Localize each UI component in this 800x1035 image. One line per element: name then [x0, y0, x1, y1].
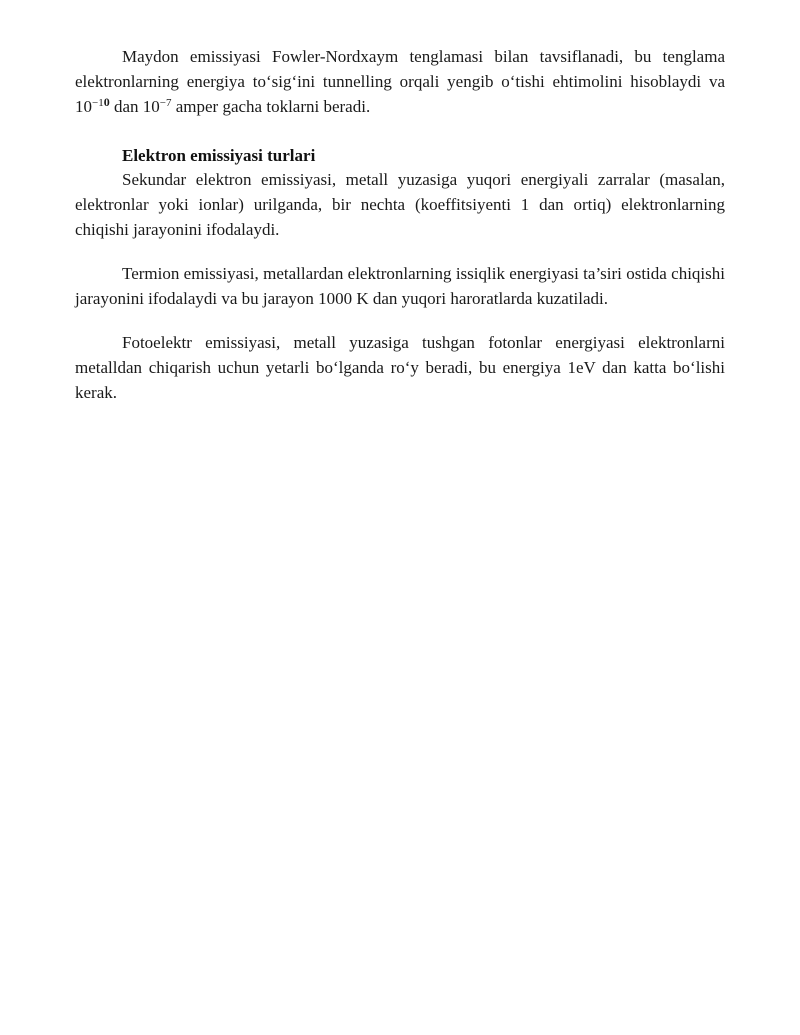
paragraph-field-emission-text: Maydon emissiyasi Fowler-Nordxaym tenglamasi bilan tavsiflanadi, bu tenglama elektronlarning energiya to‘sig‘ini tunnelling orqali yengib o‘tishi ehtimolini hisoblaydi va: [75, 47, 725, 91]
current-max-exponent: −7: [159, 97, 172, 109]
current-min-exponent-bold: 0: [103, 95, 110, 109]
current-min-exponent: [92, 97, 110, 109]
document-body: [75, 44, 725, 405]
section-emission-types: [75, 145, 725, 242]
current-min-base: 10: [75, 97, 92, 116]
paragraph-secondary-emission: Sekundar elektron emissiyasi, metall yuzasiga yuqori energiyali zarralar (masalan, elektronlar yoki ionlar) urilganda, bir nechta (koeffitsiyenti 1 dan ortiq) elektronlarning chiqishi jarayonini ifodalaydi.: [75, 170, 725, 239]
paragraph-field-emission: [75, 44, 725, 119]
paragraph-photoelectric-emission: Fotoelektr emissiyasi, metall yuzasiga tushgan fotonlar energiyasi elektronlarni metalldan chiqarish uchun yetarli bo‘lganda ro‘y beradi, bu energiya 1eV dan katta bo‘lishi kerak.: [75, 333, 725, 402]
current-max-base: 10: [142, 97, 160, 116]
paragraph-field-emission-end: amper gacha toklarni beradi.: [171, 97, 371, 116]
paragraph-thermionic-emission: Termion emissiyasi, metallardan elektronlarning issiqlik energiyasi ta’siri ostida chiqishi jarayonini ifodalaydi va bu jarayon 1000 K dan yuqori haroratlarda kuzatiladi.: [75, 264, 725, 308]
range-connector: dan: [109, 97, 143, 116]
current-min-exponent-prefix: −1: [92, 97, 104, 109]
section-heading: Elektron emissiyasi turlari: [122, 146, 316, 165]
